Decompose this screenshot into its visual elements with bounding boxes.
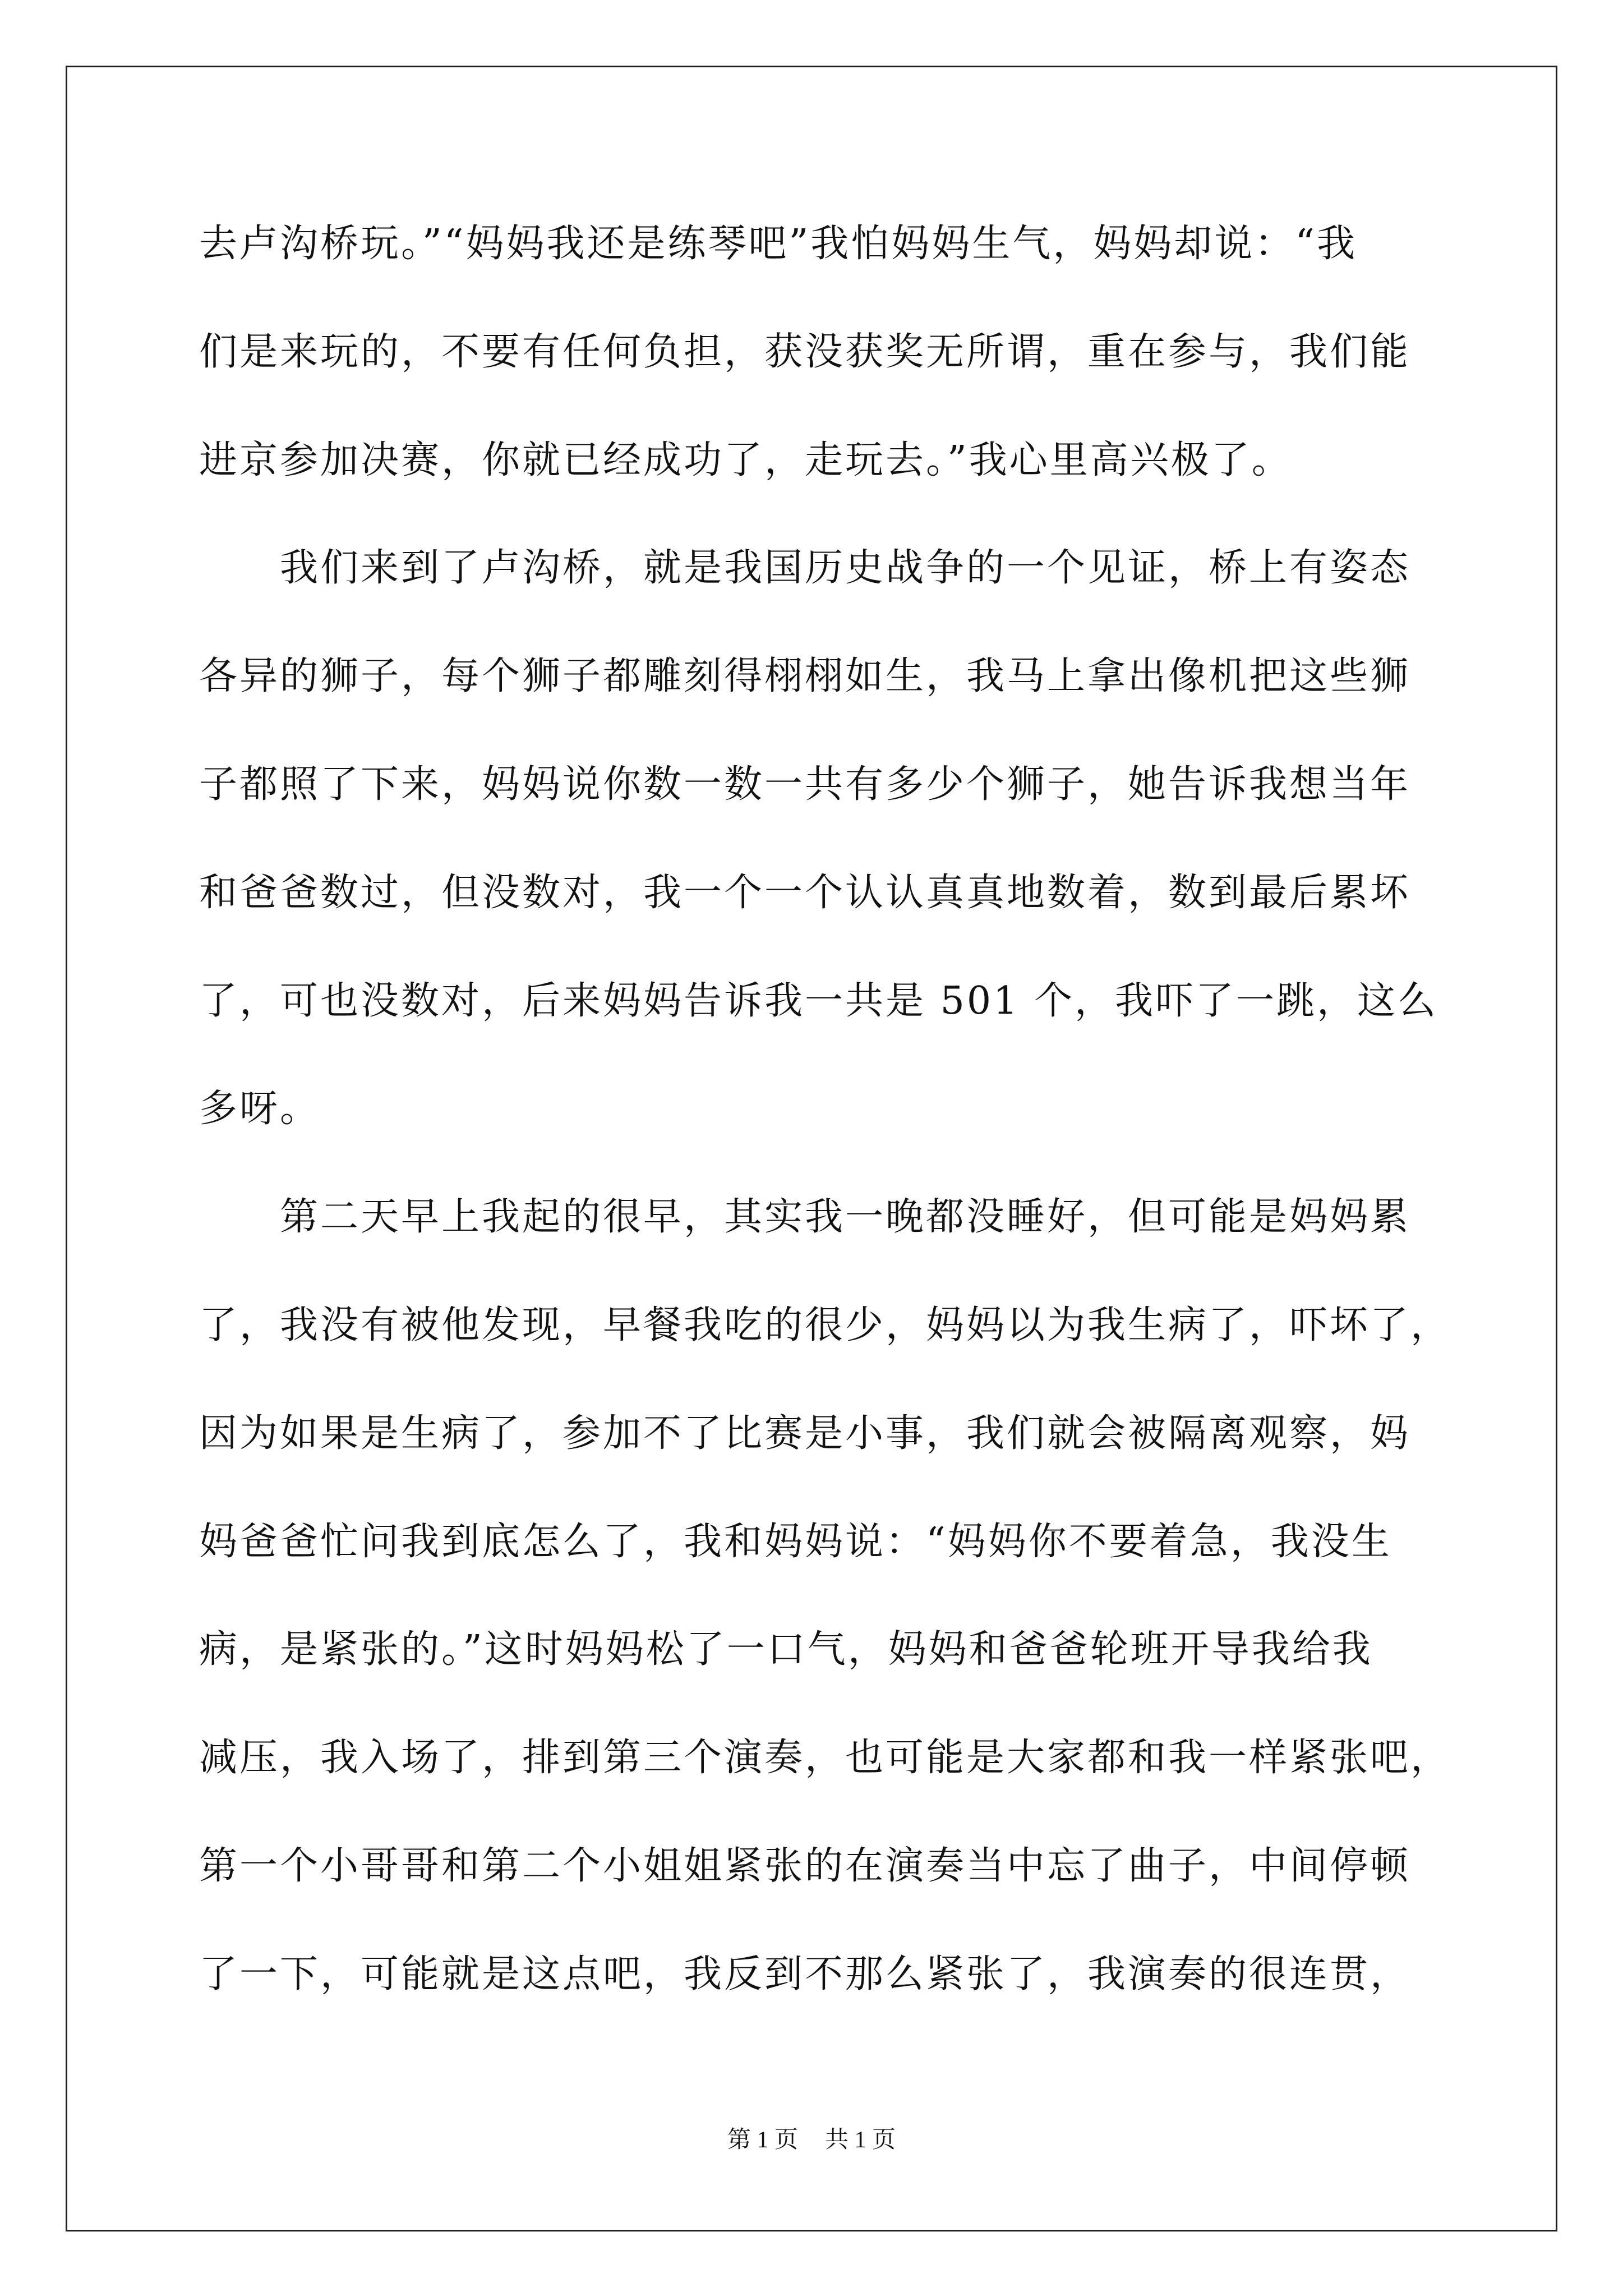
text-line: 了，我没有被他发现，早餐我吃的很少，妈妈以为我生病了，吓坏了， [199, 1303, 1451, 1347]
page-total: 共 1 页 [825, 2127, 896, 2153]
text-line: 病，是紧张的。”这时妈妈松了一口气，妈妈和爸爸轮班开导我给我 [199, 1627, 1373, 1672]
text-line: 各异的狮子，每个狮子都雕刻得栩栩如生，我马上拿出像机把这些狮 [199, 654, 1411, 698]
text-line: 减压，我入场了，排到第三个演奏，也可能是大家都和我一样紧张吧， [199, 1736, 1451, 1780]
text-line: 们是来玩的，不要有任何负担，获没获奖无所谓，重在参与，我们能 [199, 330, 1411, 374]
text-line: 第一个小哥哥和第二个小姐姐紧张的在演奏当中忘了曲子，中间停顿 [199, 1844, 1411, 1888]
text-line: 进京参加决赛，你就已经成功了，走玩去。”我心里高兴极了。 [199, 438, 1292, 482]
page-footer [0, 2123, 1623, 2157]
text-line: 和爸爸数过，但没数对，我一个一个认认真真地数着，数到最后累坏 [199, 871, 1411, 915]
text-line: 了一下，可能就是这点吧，我反到不那么紧张了，我演奏的很连贯， [199, 1952, 1411, 1996]
text-line: 妈爸爸忙问我到底怎么了，我和妈妈说：“妈妈你不要着急，我没生 [199, 1520, 1392, 1564]
text-line: 了，可也没数对，后来妈妈告诉我一共是 501 个，我吓了一跳，这么 [199, 979, 1438, 1023]
page-border [66, 66, 1557, 2231]
text-line: 第二天早上我起的很早，其实我一晚都没睡好，但可能是妈妈累 [199, 1195, 1411, 1239]
page-number: 第 1 页 [727, 2127, 798, 2153]
text-line: 多呀。 [199, 1087, 321, 1131]
text-line: 我们来到了卢沟桥，就是我国历史战争的一个见证，桥上有姿态 [199, 546, 1411, 590]
text-line: 因为如果是生病了，参加不了比赛是小事，我们就会被隔离观察，妈 [199, 1411, 1411, 1456]
text-line: 去卢沟桥玩。”“妈妈我还是练琴吧”我怕妈妈生气，妈妈却说：“我 [199, 222, 1358, 266]
text-line: 子都照了下来，妈妈说你数一数一共有多少个狮子，她告诉我想当年 [199, 762, 1411, 807]
